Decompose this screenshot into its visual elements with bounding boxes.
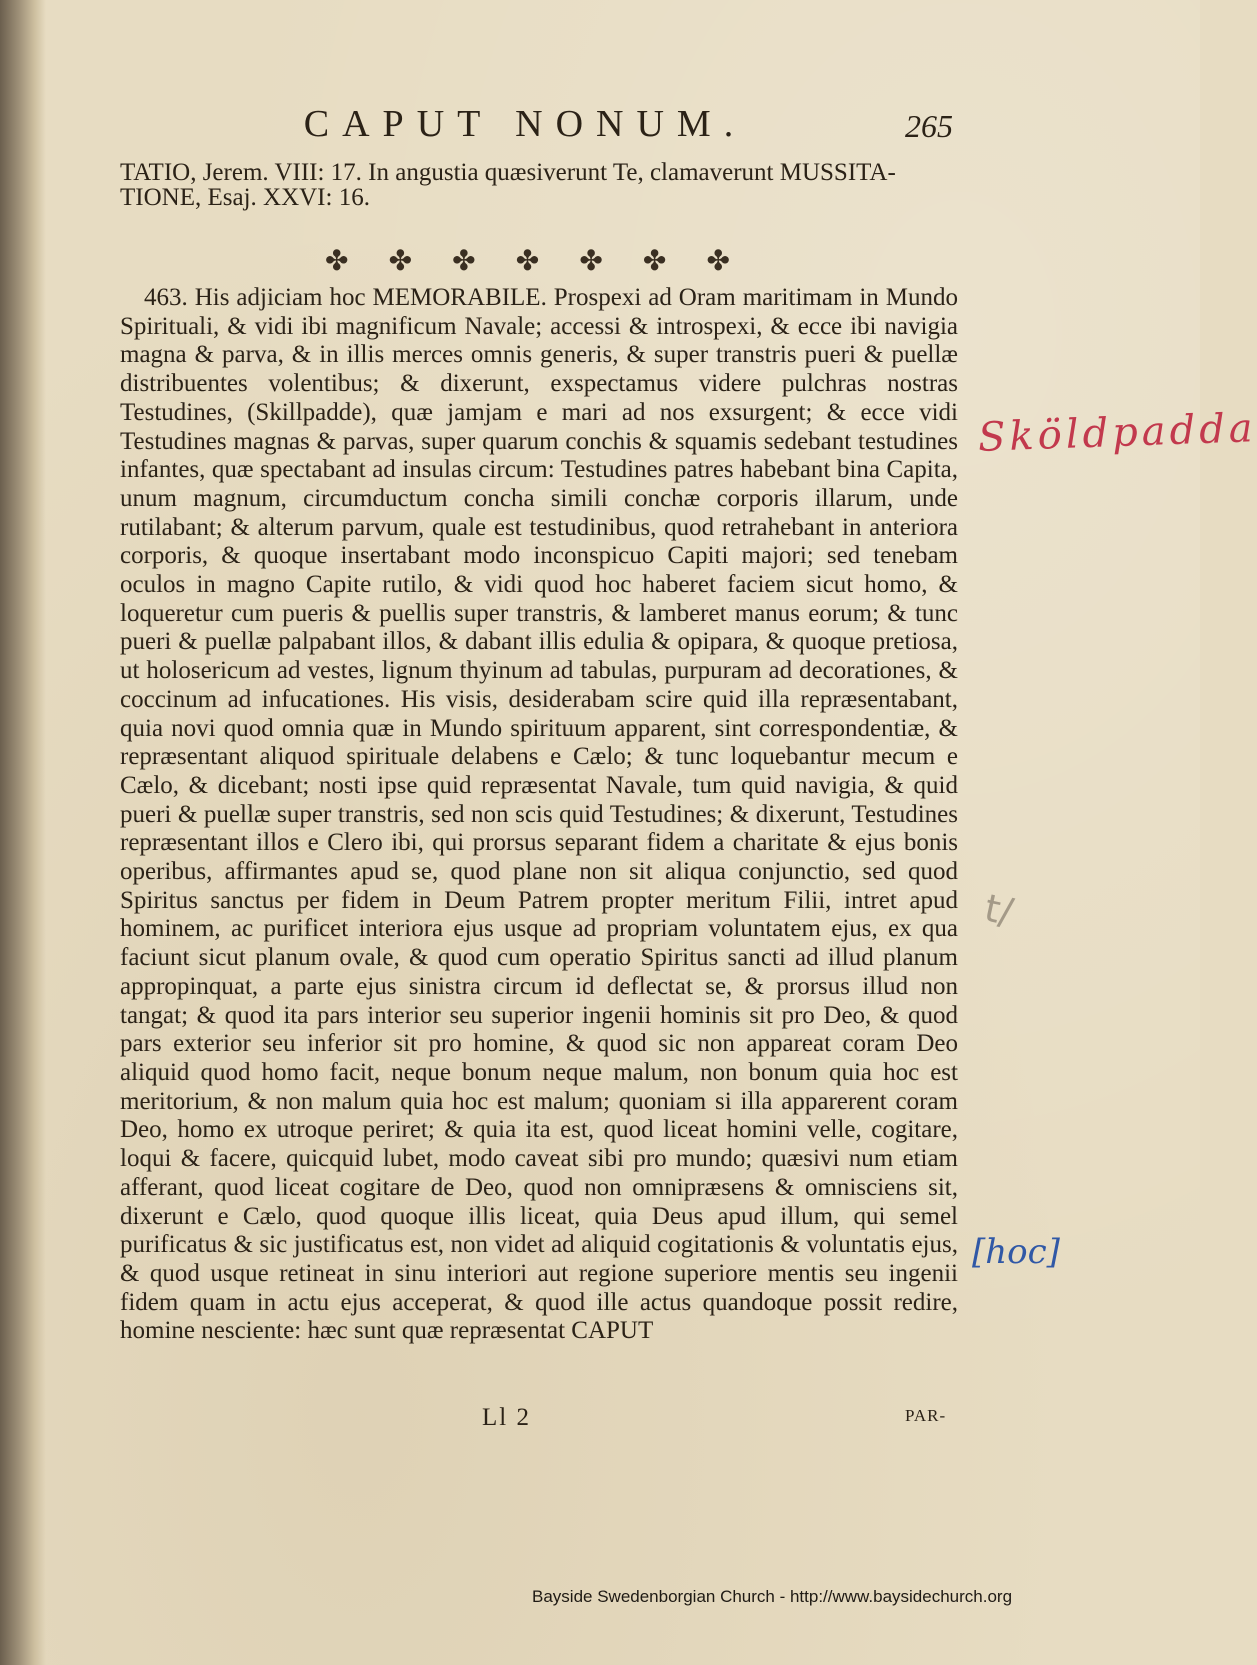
paragraph-463: 463. His adjiciam hoc MEMORABILE. Prospexi ad Oram maritimam in Mundo Spirituali, & vidi ibi magnificum Navale; accessi & introspexi, & ecce ibi navigia magna & parva, & in illis merces omnis generis, & super transtris pueri & puellæ distribuentes volentibus; & dixerunt, exspectamus videre pulchras nostras Testudines, (Skillpadde), quæ jamjam e mari ad nos exsurgent; & ecce vidi Testudines magnas & parvas, super quarum conchis & squamis sedebant testudines infantes, quæ spectabant ad insulas circum: Testudines patres habebant bina Capita, unum magnum, circumductum concha simili conchæ corporis illarum, unde rutilabant; & alterum parvum, quale est testudinibus, quod retrahebant in anteriora corporis, & quoque insertabant modo inconspicuo Capiti majori; sed tenebam oculos in magno Capite rutilo, & vidi quod hoc haberet faciem sicut homo, & loqueretur cum pueris & puellis super transtris, & lamberet manus eorum; & tunc pueri & puellæ palpabant illos, & dabant illis edulia & opipara, & quoque pretiosa, ut holosericum ad vestes, lignum thyinum ad tabulas, purpuram ad decorationes, & coccinum ad infucationes. His visis, desiderabam scire quid illa repræsentabant, quia novi quod omnia quæ in Mundo spirituum apparent, sint correspondentiæ, & repræsentant aliquod spirituale delabens e Cælo; & tunc loquebantur mecum e Cælo, & dicebant; nosti ipse quid repræsentat Navale, tum quid navigia, & quid pueri & puellæ super transtris, sed non scis quid Testudines; & dixerunt, Testudines repræsentant illos e Clero ibi, qui prorsus separant fidem a charitate & ejus bonis operibus, affirmantes apud se, quod plane non sit aliqua conjunctio, sed quod Spiritus sanctus per fidem in Deum Patrem propter meritum Filii, intret apud hominem, ac purificet interiora ejus usque ad propriam voluntatem ejus, ex qua faciunt sicut planum ovale, & quod cum operatio Spiritus sancti ad illud planum appropinquat, a parte ejus sinistra circum id deflectat se, & prorsus illud non tangat; & quod ita pars interior seu superior ingenii hominis sit pro Deo, & quod pars exterior seu inferior sit pro homine, & quod sic non appareat coram Deo aliquid quod homo facit, neque bonum neque malum, non bonum quia hoc est meritorium, & non malum quia hoc est malum; quoniam si illa apparerent coram Deo, homo ex utroque periret; & quia ita est, quod liceat homini velle, cogitare, loqui & facere, quicquid lubet, modo caveat sibi pro mundo; quæsivi num etiam afferant, quod liceat cogitare de Deo, quod non omnipræsens & omnisciens sit, dixerunt e Cælo, quod quoque illis liceat, quia Deus apud illum, qui semel purificatus & sic justificatus est, non videt ad aliquid cogitationis & voluntatis ejus, & quod usque retineat in sinu interiori aut regione superiore mentis seu ingenii fidem quam in actu ejus acceperat, & quod ille actus quandoque possit redire, homine nesciente: hæc sunt quæ repræsentat CAPUT [120, 284, 958, 1345]
source-watermark: Bayside Swedenborgian Church - http://www.baysidechurch.org [532, 1587, 1013, 1606]
running-head: CAPUT NONUM. [303, 103, 747, 145]
page-number: 265 [905, 108, 953, 144]
fleuron-icon: ✤ [515, 246, 540, 277]
pencil-mark: t/ [980, 885, 1017, 935]
continuation-line: TATIO, Jerem. VIII: 17. In angustia quæsiverunt Te, clamaverunt MUSSITA- [120, 159, 896, 186]
page-gutter-shadow [0, 0, 46, 1665]
continuation-line: TIONE, Esaj. XXVI: 16. [120, 184, 370, 211]
handwritten-annotation-red: Sköldpadda [977, 405, 1257, 461]
signature-mark: Ll 2 [482, 1404, 531, 1431]
fleuron-icon: ✤ [579, 246, 603, 277]
ornament-row [325, 244, 730, 278]
continuation-text [120, 160, 958, 210]
handwritten-annotation-blue: [hoc] [972, 1232, 1060, 1272]
fleuron-icon: ✤ [325, 246, 349, 277]
fleuron-icon: ✤ [642, 246, 667, 277]
fleuron-icon: ✤ [706, 246, 730, 277]
fleuron-icon: ✤ [388, 246, 413, 277]
main-text-block [120, 284, 958, 1346]
catchword: PAR- [905, 1406, 947, 1425]
fleuron-icon: ✤ [452, 246, 476, 277]
